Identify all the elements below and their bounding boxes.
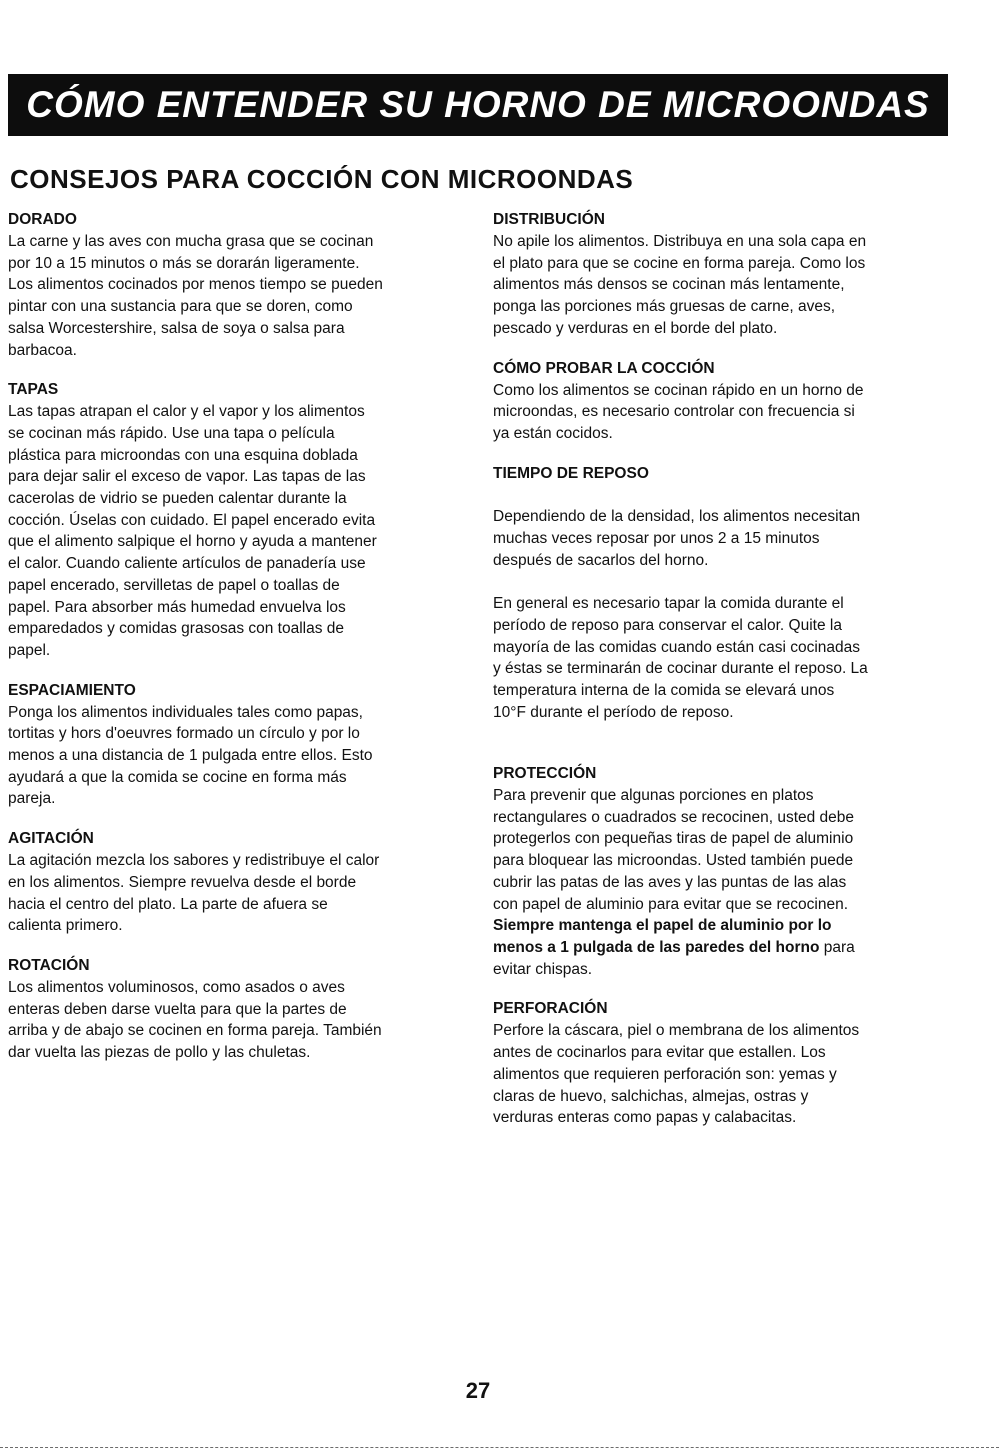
section-rotacion — [8, 955, 458, 1064]
section-espaciamiento — [8, 680, 458, 811]
footer-divider — [0, 1447, 999, 1448]
section-dorado — [8, 209, 458, 361]
title-banner — [8, 74, 948, 136]
section-distribucion — [493, 209, 943, 340]
section-body-probar-coccion: Como los alimentos se cocinan rápido en un horno de microondas, es necesario controlar con frecuencia si ya están cocidos. — [493, 381, 864, 442]
section-perforacion — [493, 998, 943, 1129]
section-title-proteccion: PROTECCIÓN — [493, 765, 597, 783]
proteccion-warning: Siempre mantenga el papel de aluminio por lo menos a 1 pulgada de las paredes del horno — [493, 917, 832, 956]
left-column — [8, 209, 458, 1082]
section-agitacion — [8, 828, 458, 937]
page-subtitle: CONSEJOS PARA COCCIÓN CON MICROONDAS — [10, 164, 634, 194]
proteccion-text: Para prevenir que algunas porciones en platos rectangulares o cuadrados se recocinen, usted debe protegerlos con pequeñas tiras de papel de aluminio para bloquear las microondas. Usted también puede cubrir las patas de las aves y las puntas de las alas con papel de aluminio para evitar que se recocinen. — [493, 787, 855, 913]
proteccion-tail: para evitar chispas. — [493, 938, 855, 978]
section-body-tapas: Las tapas atrapan el calor y el vapor y los alimentos se cocinan más rápido. Use una tapa o película plástica para microondas con una esquina doblada para dejar salir el exceso de vapor. Las tapas de las cacerolas de vidrio se pueden calentar durante la cocción. Úselas con cuidado. El papel encerado evita que el alimento salpique el horno y ayuda a mantener el calor. Cuando caliente artículos de panadería use papel encerado, servilletas de papel o toallas de papel. Para absorber más humedad envuelva los emparedados y comidas grasosas con toallas de papel. — [8, 403, 377, 659]
section-probar-coccion — [493, 358, 943, 445]
section-title-rotacion: ROTACIÓN — [8, 956, 90, 974]
banner-title: CÓMO ENTENDER SU HORNO DE MICROONDAS — [26, 84, 930, 125]
section-body-distribucion: No apile los alimentos. Distribuya en una sola capa en el plato para que se cocine en forma pareja. Como los alimentos más densos se cocinan más lentamente, ponga las porciones más gruesas de carne, aves, pescado y verduras en el borde del plato. — [493, 233, 867, 337]
section-body-rotacion: Los alimentos voluminosos, como asados o aves enteras deben darse vuelta para que la partes de arriba y de abajo se cocinen en forma pareja. También dar vuelta las piezas de pollo y las chuletas. — [8, 978, 382, 1062]
section-body-espaciamiento: Ponga los alimentos individuales tales como papas, tortitas y hors d'oeuvres formado un círculo y por lo menos a una distancia de 1 pulgada entre ellos. Esto ayudará a que la comida se cocine en forma más pareja. — [8, 703, 373, 808]
section-title-perforacion: PERFORACIÓN — [493, 1000, 608, 1018]
section-body-agitacion: La agitación mezcla los sabores y redistribuye el calor en los alimentos. Siempre revuelva desde el borde hacia el centro del plato. La parte de afuera se calienta primero. — [8, 852, 380, 935]
section-body-proteccion — [493, 785, 943, 980]
reposo-paragraph-1: Dependiendo de la densidad, los alimentos necesitan muchas veces reposar por unos 2 a 15 minutos después de sacarlos del horno. — [493, 508, 861, 569]
section-title-distribucion: DISTRIBUCIÓN — [493, 211, 605, 228]
section-tiempo-reposo — [493, 463, 943, 745]
section-body-tiempo-reposo — [493, 485, 943, 745]
section-title-dorado: DORADO — [8, 211, 77, 228]
page-number: 27 — [465, 1378, 491, 1403]
right-column — [493, 209, 943, 1147]
section-title-probar-coccion: CÓMO PROBAR LA COCCIÓN — [493, 359, 715, 377]
section-proteccion — [493, 763, 943, 980]
section-body-dorado: La carne y las aves con mucha grasa que se cocinan por 10 a 15 minutos o más se dorarán ligeramente. Los alimentos cocinados por menos tiempo se pueden pintar con una sustancia para que se doren, como salsa Worcestershire, salsa de soya o salsa para barbacoa. — [8, 233, 383, 359]
reposo-paragraph-2: En general es necesario tapar la comida durante el período de reposo para conservar el calor. Quite la mayoría de las comidas cuando están casi cocinadas y éstas se terminarán de cocinar durante el reposo. La temperatura interna de la comida se elevará unos 10°F durante el período de reposo. — [493, 595, 868, 721]
section-title-tiempo-reposo: TIEMPO DE REPOSO — [493, 464, 649, 482]
section-body-perforacion: Perfore la cáscara, piel o membrana de los alimentos antes de cocinarlos para evitar que estallen. Los alimentos que requieren perforación son: yemas y claras de huevo, salchichas, almejas, ostras y verduras enteras como papas y calabacitas. — [493, 1022, 860, 1127]
section-title-tapas: TAPAS — [8, 381, 59, 399]
section-tapas — [8, 379, 458, 661]
section-title-espaciamiento: ESPACIAMIENTO — [8, 681, 136, 699]
section-title-agitacion: AGITACIÓN — [8, 830, 94, 848]
